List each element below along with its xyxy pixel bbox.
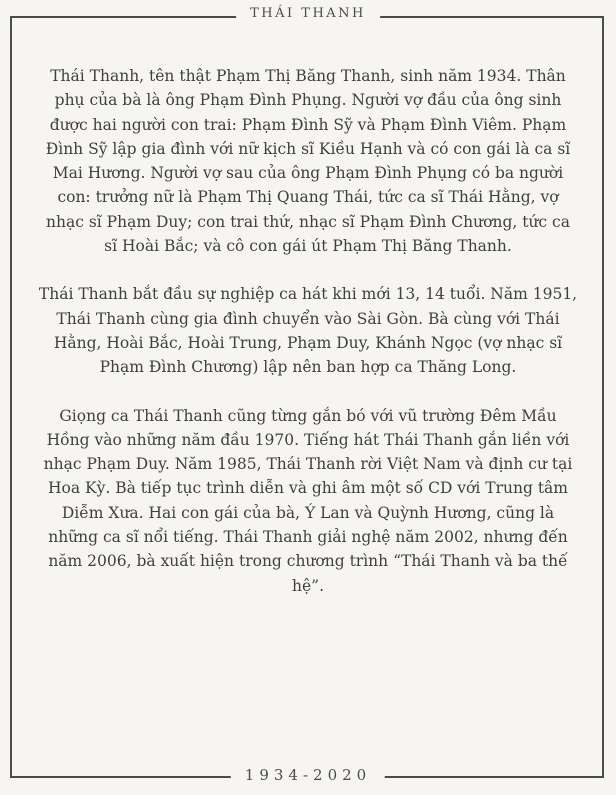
- biography-paragraph-2: Thái Thanh bắt đầu sự nghiệp ca hát khi mới 13, 14 tuổi. Năm 1951, Thái Thanh cùng gia đình chuyển vào Sài Gòn. Bà cùng với Thái Hằng, Hoài Bắc, Hoài Trung, Phạm Duy, Khánh Ngọc (vợ nhạc sĩ Phạm Đình Chương) lập nên ban hợp ca Thăng Long.: [38, 285, 578, 377]
- life-years: 1934-2020: [231, 766, 385, 784]
- biography-paragraph-3: Giọng ca Thái Thanh cũng từng gắn bó với vũ trường Đêm Mầu Hồng vào những năm đầu 1970. Tiếng hát Thái Thanh gắn liền với nhạc Phạm Duy. Năm 1985, Thái Thanh rời Việt Nam và định cư tại Hoa Kỳ. Bà tiếp tục trình diễn và ghi âm một số CD với Trung tâm Diễm Xưa. Hai con gái của bà, Ý Lan và Quỳnh Hương, cũng là những ca sĩ nổi tiếng. Thái Thanh giải nghệ năm 2002, nhưng đến năm 2006, bà xuất hiện trong chương trình “Thái Thanh và ba thế hệ”.: [43, 406, 573, 595]
- biography-paragraph-1: Thái Thanh, tên thật Phạm Thị Băng Thanh, sinh năm 1934. Thân phụ của bà là ông Phạm Đình Phụng. Người vợ đầu của ông sinh được hai người con trai: Phạm Đình Sỹ và Phạm Đình Viêm. Phạm Đình Sỹ lập gia đình với nữ kịch sĩ Kiều Hạnh và có con gái là ca sĩ Mai Hương. Người vợ sau của ông Phạm Đình Phụng có ba người con: trưởng nữ là Phạm Thị Quang Thái, tức ca sĩ Thái Hằng, vợ nhạc sĩ Phạm Duy; con trai thứ, nhạc sĩ Phạm Đình Chương, tức ca sĩ Hoài Bắc; và cô con gái út Phạm Thị Băng Thanh.: [45, 67, 571, 256]
- page-title: THÁI THANH: [236, 6, 380, 21]
- biography-body: [38, 64, 578, 622]
